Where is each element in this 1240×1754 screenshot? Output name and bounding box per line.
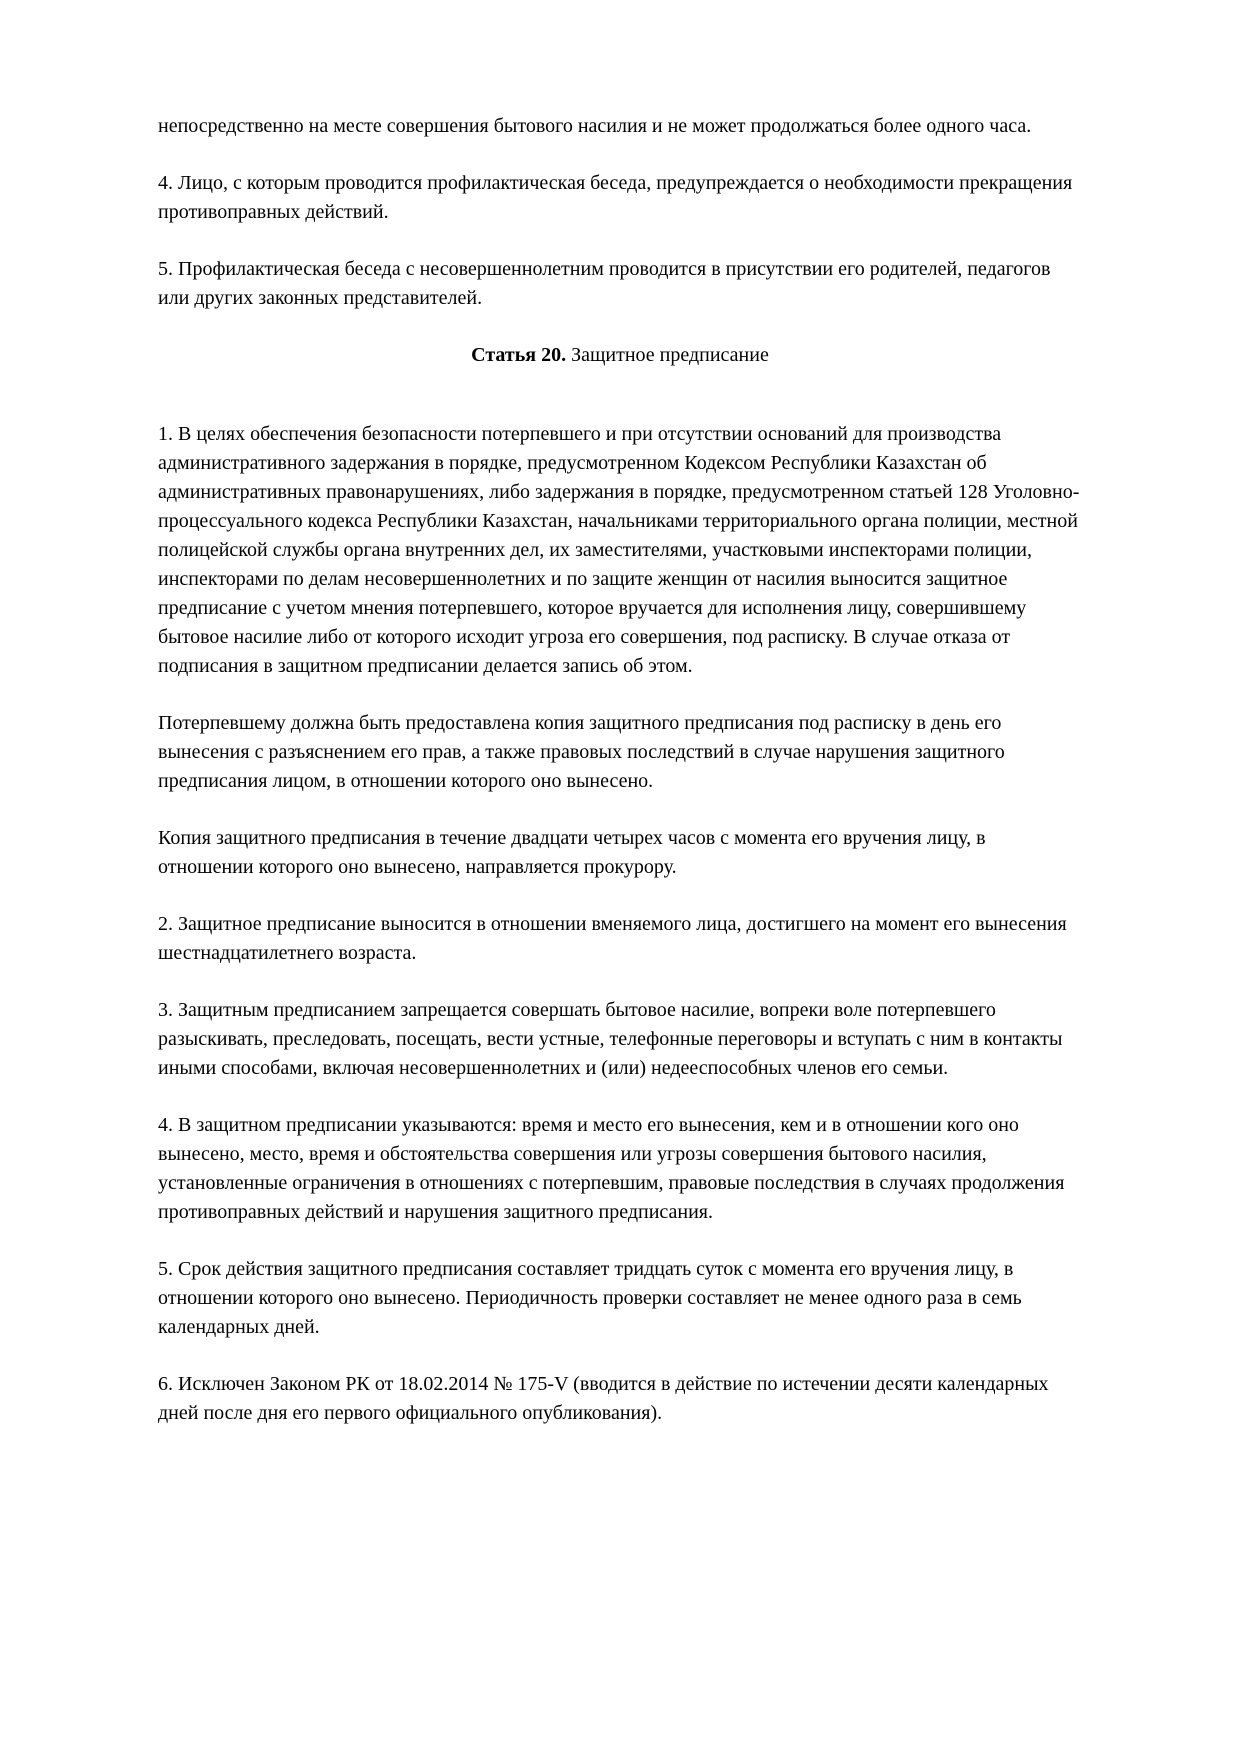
- article-paragraph: 6. Исключен Законом РК от 18.02.2014 № 175-V (вводится в действие по истечении десяти календарных дней после дня его первого официального опубликования).: [158, 1373, 1049, 1424]
- article-number: Статья 20.: [471, 344, 567, 366]
- article-heading: [158, 341, 1082, 370]
- intro-paragraph: 4. Лицо, с которым проводится профилактическая беседа, предупреждается о необходимости прекращения противоправных действий.: [158, 172, 1073, 223]
- article-paragraph: 3. Защитным предписанием запрещается совершать бытовое насилие, вопреки воле потерпевшего разыскивать, преследовать, посещать, вести устные, телефонные переговоры и вступать с ним в контакты иными способами, включая несовершеннолетних и (или) недееспособных членов его семьи.: [158, 999, 1063, 1079]
- article-paragraph: Потерпевшему должна быть предоставлена копия защитного предписания под расписку в день его вынесения с разъяснением его прав, а также правовых последствий в случае нарушения защитного предписания лицом, в отношении которого оно вынесено.: [158, 712, 1005, 792]
- intro-paragraph: 5. Профилактическая беседа с несовершеннолетним проводится в присутствии его родителей, педагогов или других законных представителей.: [158, 258, 1051, 309]
- article-paragraph: Копия защитного предписания в течение двадцати четырех часов с момента его вручения лицу, в отношении которого оно вынесено, направляется прокурору.: [158, 827, 986, 878]
- intro-paragraph: непосредственно на месте совершения бытового насилия и не может продолжаться более одного часа.: [158, 115, 1032, 137]
- article-paragraph: 4. В защитном предписании указываются: время и место его вынесения, кем и в отношении кого оно вынесено, место, время и обстоятельства совершения или угрозы совершения бытового насилия, установленные ограничения в отношениях с потерпевшим, правовые последствия в случаях продолжения противоправных действий и нарушения защитного предписания.: [158, 1114, 1065, 1223]
- article-paragraph: 2. Защитное предписание выносится в отношении вменяемого лица, достигшего на момент его вынесения шестнадцатилетнего возраста.: [158, 913, 1067, 964]
- article-paragraph: 5. Срок действия защитного предписания составляет тридцать суток с момента его вручения лицу, в отношении которого оно вынесено. Периодичность проверки составляет не менее одного раза в семь календарных дней.: [158, 1258, 1022, 1338]
- article-title: Защитное предписание: [571, 344, 769, 366]
- article-paragraph: 1. В целях обеспечения безопасности потерпевшего и при отсутствии оснований для производства административного задержания в порядке, предусмотренном Кодексом Республики Казахстан об административных правонарушениях, либо задержания в порядке, предусмотренном статьей 128 Уголовно-процессуального кодекса Республики Казахстан, начальниками территориального органа полиции, местной полицейской службы органа внутренних дел, их заместителями, участковыми инспекторами полиции, инспекторами по делам несовершеннолетних и по защите женщин от насилия выносится защитное предписание с учетом мнения потерпевшего, которое вручается для исполнения лицу, совершившему бытовое насилие либо от которого исходит угроза его совершения, под расписку. В случае отказа от подписания в защитном предписании делается запись об этом.: [158, 423, 1080, 677]
